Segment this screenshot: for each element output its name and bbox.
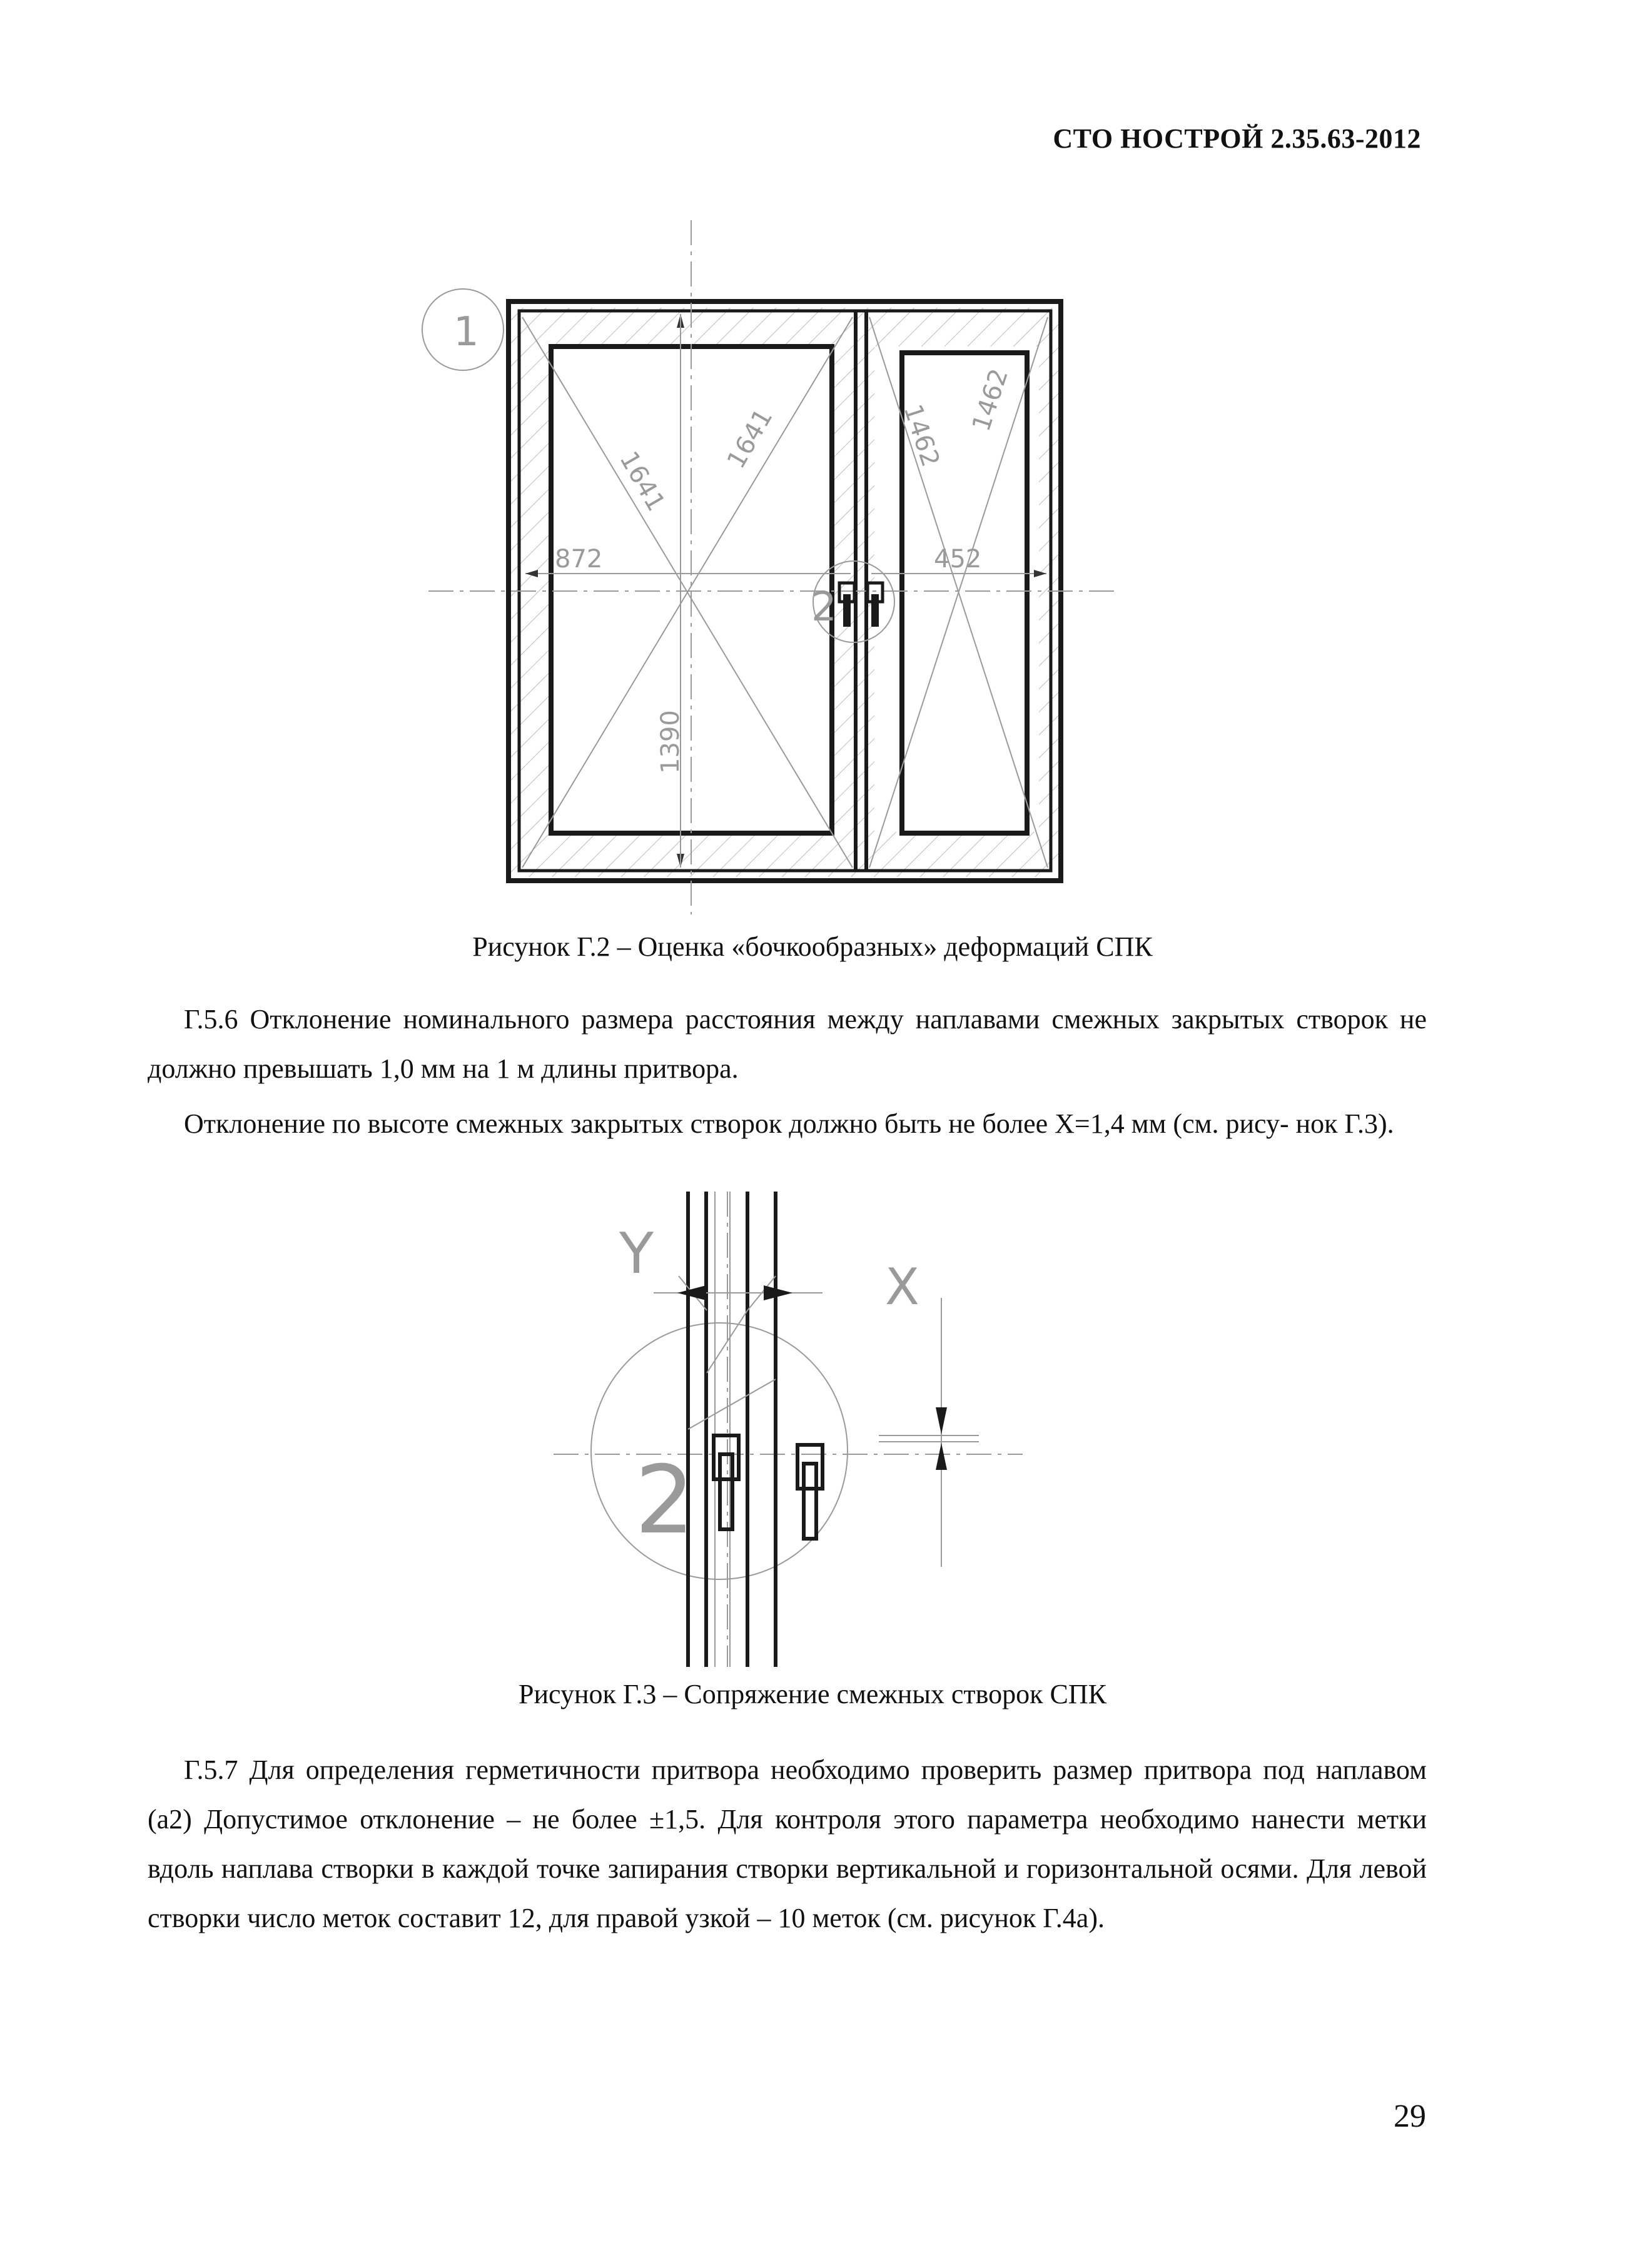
dim-left-diag-a: 1641 — [614, 447, 671, 517]
paragraph-g5-6: Г.5.6 Отклонение номинального размера расстояния между наплавами смежных закрытых створок не должно превышать 1,0 мм на 1 м длины притвора. — [148, 1004, 1427, 1084]
paragraph-height-deviation: Отклонение по высоте смежных закрытых створок должно быть не более X=1,4 мм (см. рису- нок Г.3). — [184, 1108, 1394, 1139]
paragraph-g5-7: Г.5.7 Для определения герметичности притвора необходимо проверить размер притвора под наплавом (а2) Допустимое отклонение – не более ±1,5. Для контроля этого параметра необходимо нанести метки вдоль наплава створки в каждой точке запирания створки вертикальной и горизонтальной осями. Для левой створки число меток составит 12, для правой узкой – 10 меток (см. рисунок Г.4а). — [148, 1754, 1427, 1933]
dim-right-diag-a: 1462 — [898, 400, 945, 470]
page-number: 29 — [1394, 2098, 1426, 2134]
dim-left-width: 872 — [555, 545, 603, 574]
sash-junction-drawing — [529, 1192, 1023, 1667]
dim-left-diag-b: 1641 — [721, 403, 779, 473]
document-header: СТО НОСТРОЙ 2.35.63-2012 — [1053, 123, 1421, 154]
window-deformation-drawing — [403, 220, 1116, 914]
dim-left-height: 1390 — [656, 710, 685, 774]
callout-2-label: 2 — [811, 584, 837, 630]
callout-1-label: 1 — [453, 309, 479, 355]
figure-g2-caption: Рисунок Г.2 – Оценка «бочкообразных» деформаций СПК — [472, 931, 1153, 962]
dim-right-diag-b: 1462 — [966, 365, 1014, 435]
dim-right-width: 452 — [934, 545, 982, 574]
figure-g3-caption: Рисунок Г.3 – Сопряжение смежных створок СПК — [519, 1679, 1106, 1709]
label-x: X — [885, 1258, 919, 1316]
callout-2-label-g3: 2 — [635, 1446, 695, 1555]
label-y: Y — [619, 1221, 654, 1287]
